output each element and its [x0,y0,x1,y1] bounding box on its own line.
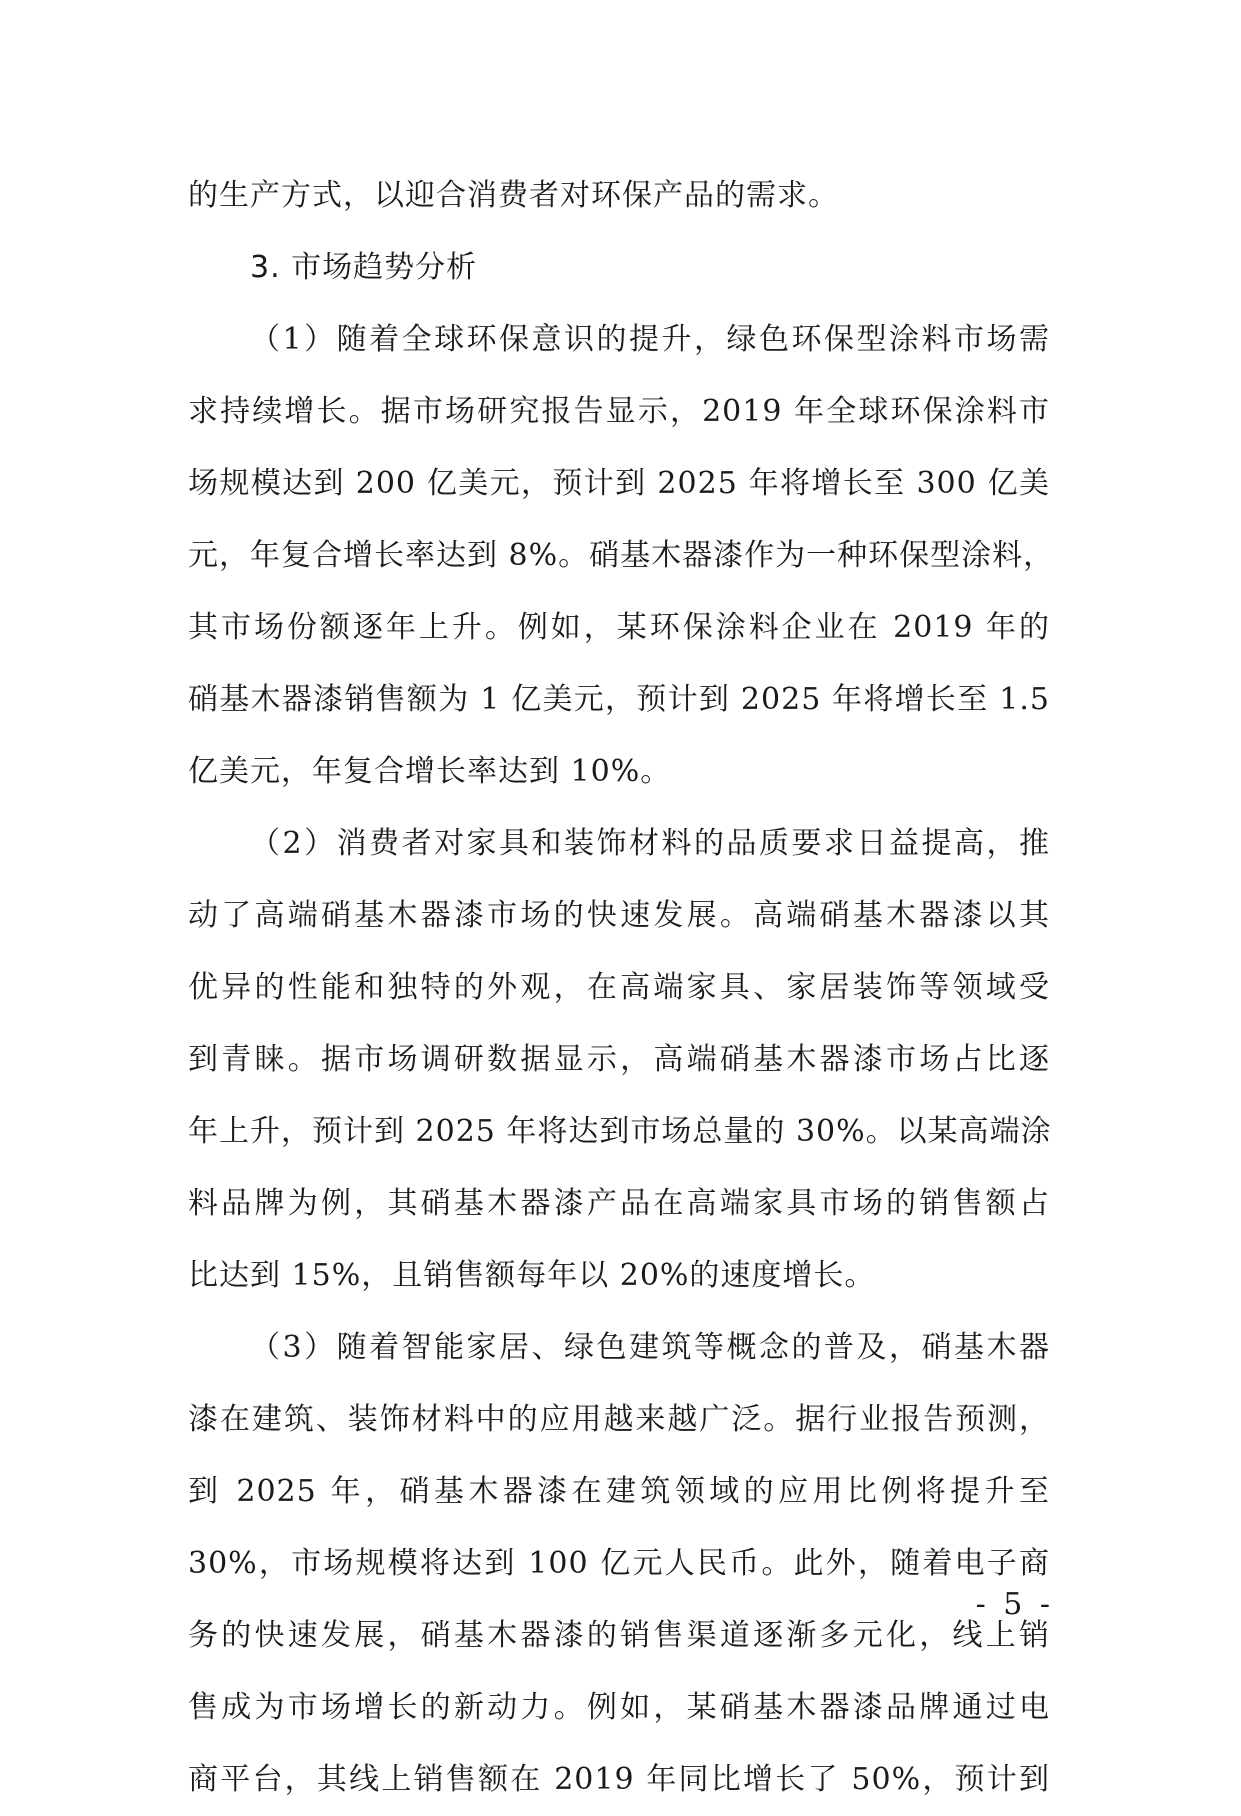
paragraph-3-line-1: （3）随着智能家居、绿色建筑等概念的普及，硝基木器 [250,1330,1050,1365]
paragraph-2-line-5: 年上升，预计到 2025 年将达到市场总量的 30%。以某高端涂 [188,1114,1052,1149]
paragraph-1-line-1: （1）随着全球环保意识的提升，绿色环保型涂料市场需 [250,322,1050,357]
paragraph-3-line-6: 售成为市场增长的新动力。例如，某硝基木器漆品牌通过电 [188,1690,1050,1725]
paragraph-1-line-2: 求持续增长。据市场研究报告显示，2019 年全球环保涂料市 [188,394,1050,429]
body-text [188,160,1055,1816]
paragraph-1-line-3: 场规模达到 200 亿美元，预计到 2025 年将增长至 300 亿美 [188,466,1050,501]
paragraph-3-line-3: 到 2025 年，硝基木器漆在建筑领域的应用比例将提升至 [188,1474,1050,1509]
paragraph-3-line-4: 30%，市场规模将达到 100 亿元人民币。此外，随着电子商 [188,1546,1050,1581]
paragraph-1-line-5: 其市场份额逐年上升。例如，某环保涂料企业在 2019 年的 [188,610,1050,645]
paragraph-2-line-3: 优异的性能和独特的外观，在高端家具、家居装饰等领域受 [188,970,1050,1005]
paragraph-2-line-7: 比达到 15%，且销售额每年以 20%的速度增长。 [188,1258,876,1293]
paragraph-2-line-2: 动了高端硝基木器漆市场的快速发展。高端硝基木器漆以其 [188,898,1050,933]
paragraph-1-line-7: 亿美元，年复合增长率达到 10%。 [188,754,672,789]
section-heading: 3. 市场趋势分析 [250,250,478,285]
page-number: - 5 - [975,1587,1054,1622]
paragraph-3-line-2: 漆在建筑、装饰材料中的应用越来越广泛。据行业报告预测， [188,1402,1050,1437]
paragraph-1-line-4: 元，年复合增长率达到 8%。硝基木器漆作为一种环保型涂料， [188,538,1055,573]
paragraph-2-line-1: （2）消费者对家具和装饰材料的品质要求日益提高，推 [250,826,1050,861]
paragraph-1-line-6: 硝基木器漆销售额为 1 亿美元，预计到 2025 年将增长至 1.5 [188,682,1050,717]
paragraph-line: 的生产方式，以迎合消费者对环保产品的需求。 [188,178,839,213]
paragraph-3-line-7: 商平台，其线上销售额在 2019 年同比增长了 50%，预计到 [188,1762,1050,1797]
paragraph-2-line-6: 料品牌为例，其硝基木器漆产品在高端家具市场的销售额占 [188,1186,1050,1221]
paragraph-2-line-4: 到青睐。据市场调研数据显示，高端硝基木器漆市场占比逐 [188,1042,1050,1077]
paragraph-3-line-5: 务的快速发展，硝基木器漆的销售渠道逐渐多元化，线上销 [188,1618,1050,1653]
